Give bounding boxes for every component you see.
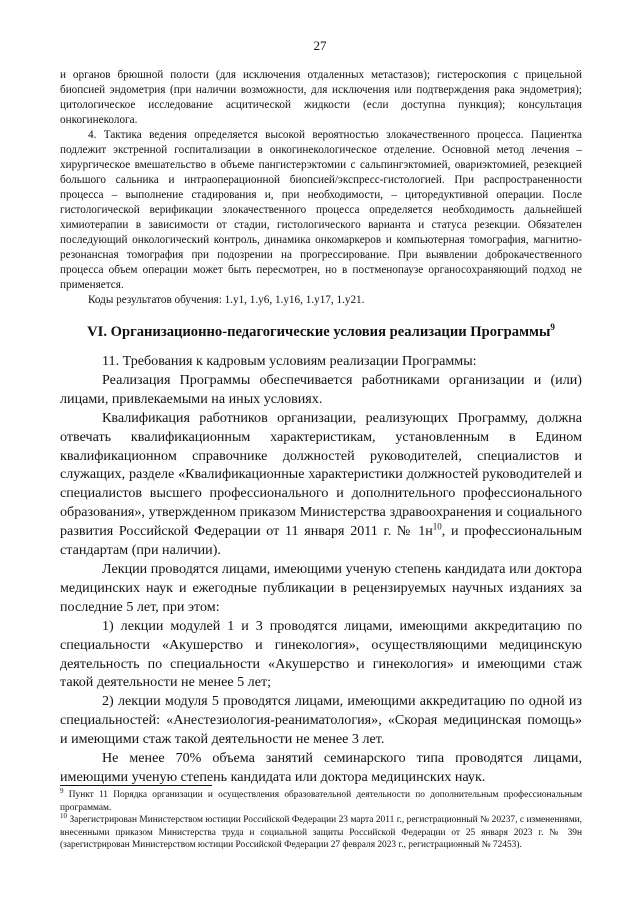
footnote-9-text: Пункт 11 Порядка организации и осуществления образовательной деятельности по дополнительным профессиональным программам. (60, 790, 582, 813)
footnote-ref-10: 10 (432, 521, 442, 532)
footnote-10 (60, 814, 582, 852)
paragraph-seminars: Не менее 70% объема занятий семинарского типа проводятся лицами, имеющими ученую степень кандидата или доктора медицинских наук. (60, 750, 582, 785)
section-title (60, 322, 582, 341)
previous-section-continuation (60, 68, 582, 308)
footnotes (60, 786, 582, 852)
paragraph-lectures: Лекции проводятся лицами, имеющими ученую степень кандидата или доктора медицинских наук и ежегодные публикации в рецензируемых научных изданиях за последние 5 лет, при этом: (60, 560, 582, 615)
section-title-text: VI. Организационно-педагогические условия реализации Программы (87, 323, 551, 340)
paragraph-continuation: и органов брюшной полости (для исключения отдаленных метастазов); гистероскопия с прицельной биопсией эндометрия (при наличии возможности, для исключения или подтверждения рака эндометрия); цитологическое исследование асцитической жидкости (если доступна пункция); консультация онкогинеколога. (60, 69, 582, 126)
paragraph-implementation: Реализация Программы обеспечивается работниками организации и (или) лицами, привлекаемыми на иных условиях. (60, 371, 582, 407)
footnote-10-text: Зарегистрирован Министерством юстиции Российской Федерации 23 марта 2011 г., регистрационный № 20237, с изменениями, внесенными приказом Министерства труда и социальной защиты Российской Федерации от 25 января 2023 г. № 39н (зарегистрирован Министерством юстиции Российской Федерации 27 февраля 2023 г., регистрационный № 72453). (60, 815, 582, 851)
footnote-ref-9: 9 (550, 322, 555, 332)
section-body (60, 352, 582, 787)
qualification-text-end: , и профессиональным стандартам (при наличии). (60, 523, 583, 559)
page-number: 27 (313, 38, 327, 53)
footnote-9 (60, 786, 582, 814)
paragraph-qualification (60, 409, 582, 560)
paragraph-tactics: 4. Тактика ведения определяется высокой вероятностью злокачественного процесса. Пациентка подлежит экстренной госпитализации в онкогинекологическое отделение. Основной метод лечения – хирургическое вмешательство в объеме пангистерэктомии с сальпингэктомией, овариэктомией, резекцией большого сальника и интраоперационной биопсией/экспресс-гистологией. При распространенности процесса – выполнение стадирования и, при необходимости, – циторедуктивной операции. После гистологической верификации злокачественного процесса определяется необходимость дальнейшей химиотерапии в зависимости от стадии, гистологического варианта и статуса резекции. Обязателен последующий онкологический контроль, динамика онкомаркеров и компьютерная томография, магнитно-резонансная томография при подозрении на прогрессирование. При выявлении доброкачественного процесса объем операции может быть пересмотрен, но в постменопаузе органосохраняющий подход не применяется. (60, 129, 582, 291)
footnote-divider (60, 785, 212, 786)
paragraph-learning-codes: Коды результатов обучения: 1.у1, 1.у6, 1.у16, 1.у17, 1.у21. (88, 294, 365, 306)
paragraph-staff-requirements: 11. Требования к кадровым условиям реализации Программы: (102, 353, 477, 369)
paragraph-lectures-module-5: 2) лекции модуля 5 проводятся лицами, имеющими аккредитацию по одной из специальностей: «Анестезиология-реаниматология», «Скорая медицинская помощь» и имеющими стаж такой деятельности не менее 3 лет. (60, 693, 582, 748)
footnote-10-mark: 10 (60, 812, 67, 821)
qualification-text: Квалификация работников организации, реализующих Программу, должна отвечать квалификационным характеристикам, установленным в Едином квалификационном справочнике должностей руководителей, специалистов и служащих, разделе «Квалификационные характеристики должностей руководителей и специалистов высшего профессионального и дополнительного профессионального образования», утвержденном приказом Министерства здравоохранения и социального развития Российской Федерации от 11 января 2011 г. № 1н (60, 409, 582, 540)
footnote-9-mark: 9 (60, 786, 64, 795)
paragraph-lectures-modules-1-3: 1) лекции модулей 1 и 3 проводятся лицами, имеющими аккредитацию по специальности «Акушерство и гинекология», осуществляющими медицинскую деятельность по специальности «Акушерство и гинекология» и имеющими стаж такой деятельности не менее 5 лет; (60, 617, 582, 691)
